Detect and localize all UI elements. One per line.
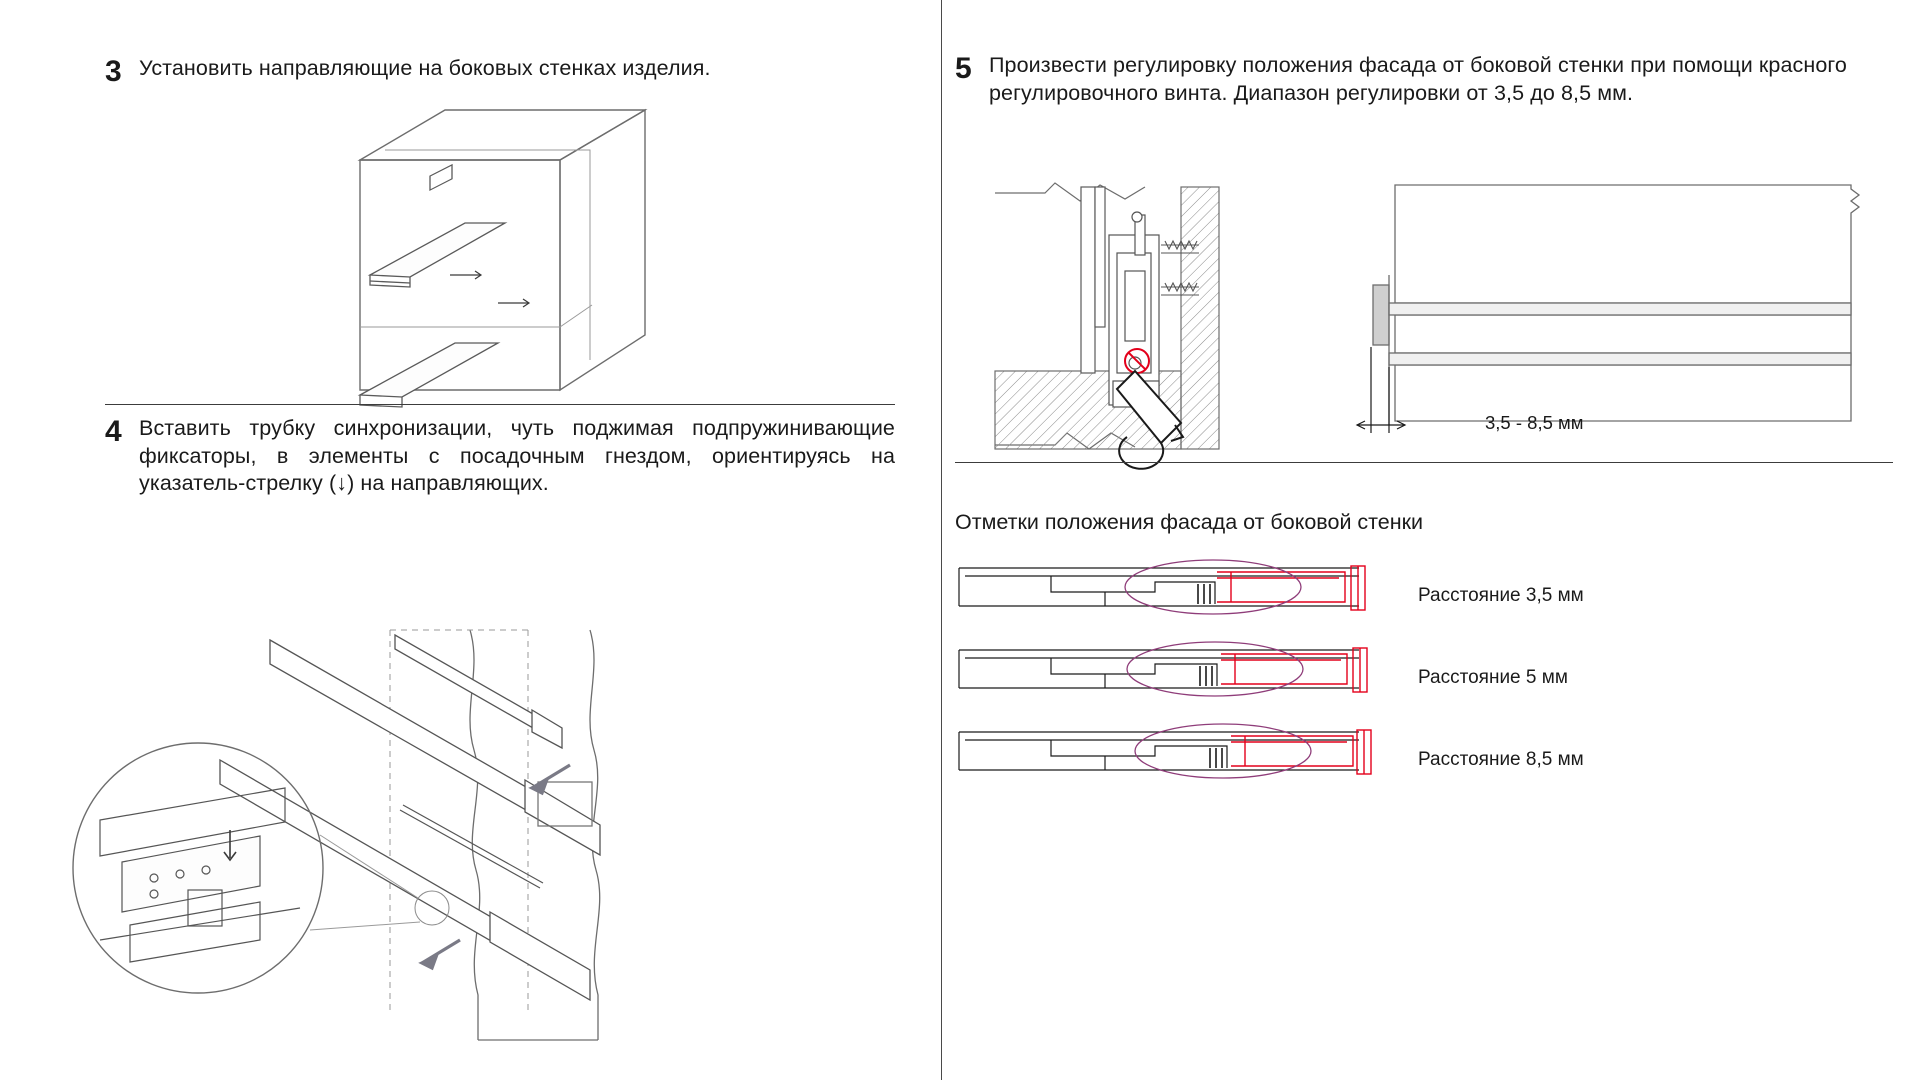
- mark-row-1-label: Расстояние 3,5 мм: [1418, 585, 1584, 606]
- adjustment-range-label: 3,5 - 8,5 мм: [1485, 412, 1584, 433]
- marks-title: Отметки положения фасада от боковой стенки: [955, 510, 1424, 534]
- step-5-divider: [955, 462, 1893, 463]
- facade-red-outline: [1221, 648, 1367, 692]
- step-3-number: 3: [105, 55, 122, 88]
- mark-row-3-label: Расстояние 8,5 мм: [1418, 749, 1584, 770]
- mark-row-2-drawing: [955, 640, 1395, 706]
- step-4-heading: [105, 415, 895, 498]
- step-5-number: 5: [955, 52, 972, 85]
- step-3-heading: [105, 55, 895, 87]
- adjustment-screw-section-drawing: [985, 175, 1885, 465]
- right-column: [955, 0, 1922, 1080]
- mark-row-3-drawing: [955, 722, 1395, 788]
- sync-tube-installation-drawing: [70, 640, 830, 1040]
- step-5-heading: [955, 52, 1895, 107]
- column-divider: [941, 0, 942, 1080]
- facade-red-outline: [1231, 730, 1371, 774]
- step-4-text: Вставить трубку синхронизации, чуть поджимая подпружинивающие фиксаторы, в элементы с посадочным гнездом, ориентируясь на указатель-стрелку (↓) на направляющих.: [139, 416, 895, 496]
- mark-row-2-label: Расстояние 5 мм: [1418, 667, 1568, 688]
- mark-row-1-drawing: [955, 558, 1395, 624]
- step-4-number: 4: [105, 415, 122, 448]
- step-5-text: Произвести регулировку положения фасада от боковой стенки при помощи красного регулировочного винта. Диапазон регулировки от 3,5 до 8,5 мм.: [989, 53, 1847, 105]
- step-3-divider: [105, 404, 895, 405]
- cabinet-with-slides-drawing: [330, 105, 730, 435]
- facade-red-outline: [1217, 566, 1365, 610]
- step-3-text: Установить направляющие на боковых стенках изделия.: [139, 56, 711, 80]
- left-column: [0, 0, 940, 1080]
